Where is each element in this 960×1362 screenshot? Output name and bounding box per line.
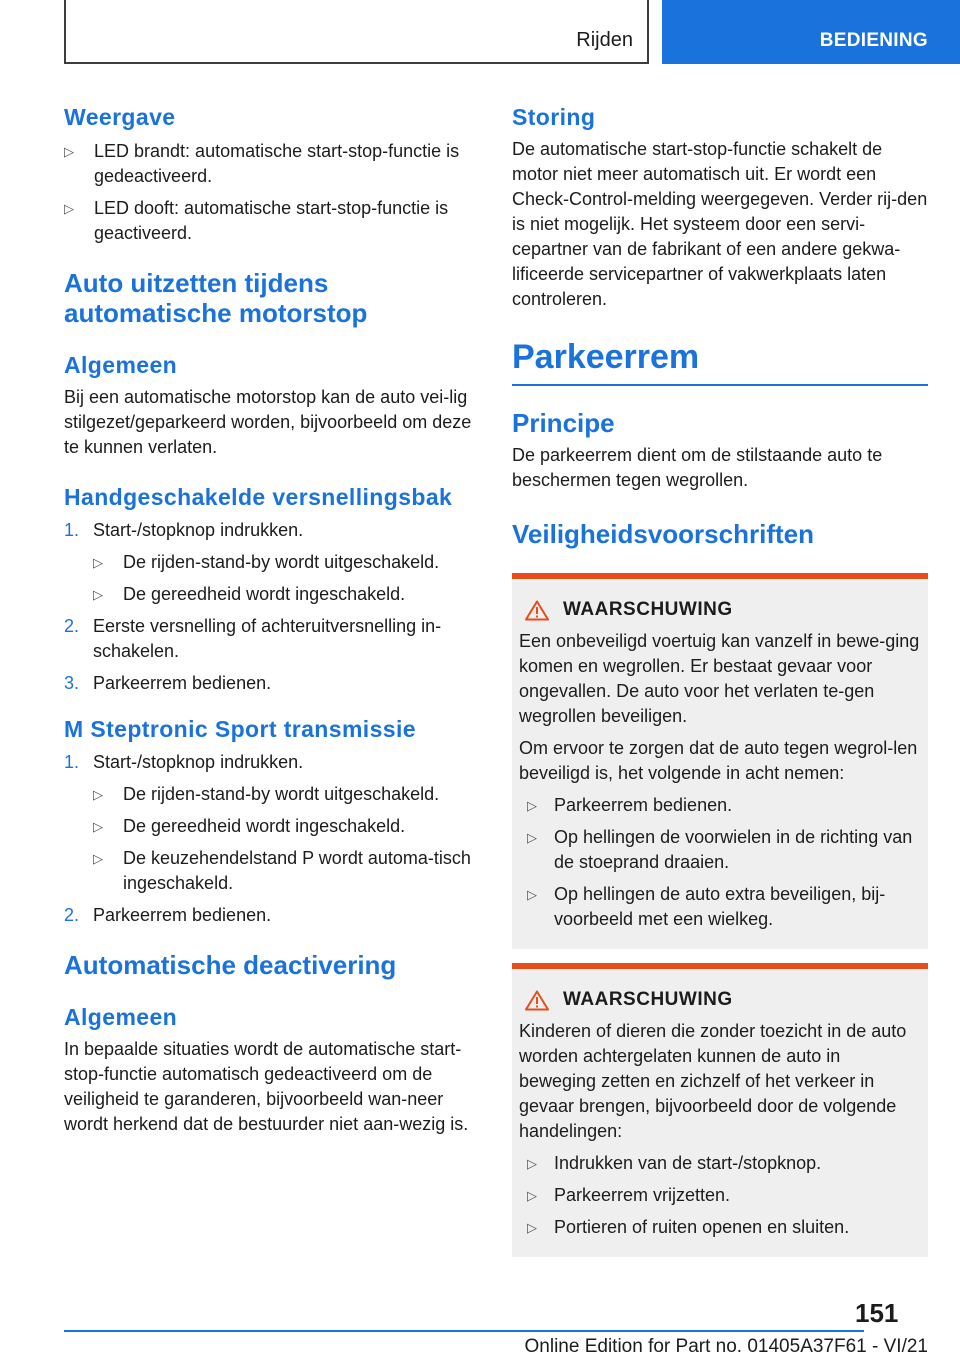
warning-header (525, 599, 920, 621)
heading-steptronic: M Steptronic Sport transmissie (64, 716, 416, 742)
list-item: ▷ Portieren of ruiten openen en sluiten. (519, 1215, 920, 1240)
triangle-bullet-icon: ▷ (527, 830, 537, 845)
triangle-bullet-icon: ▷ (93, 555, 103, 570)
triangle-bullet-icon: ▷ (527, 1188, 537, 1203)
triangle-bullet-icon: ▷ (64, 144, 74, 159)
list-item: ▷ Op hellingen de auto extra beveiligen, bij-voorbeeld met een wielkeg. (527, 884, 886, 929)
warning-text: Om ervoor te zorgen dat de auto tegen wegrol-len beveiligd is, het volgende in acht nemen: (519, 738, 918, 783)
list-item: ▷ Indrukken van de start-/stopknop. (519, 1151, 920, 1176)
triangle-bullet-icon: ▷ (93, 587, 103, 602)
warning-text: Een onbeveiligd voertuig kan vanzelf in bewe-ging komen en wegrollen. Er bestaat gevaar voor ongevallen. De auto voor het verlaten te-gen wegrollen beveiligen. (519, 631, 920, 726)
warning-header (525, 989, 920, 1011)
warning-triangle-icon (525, 600, 549, 621)
warning-text: Kinderen of dieren die zonder toezicht in de auto worden achtergelaten kunnen de auto in beweging zetten en zichzelf of het verkeer in gevaar brengen, bijvoorbeeld door de volgende handelingen: (519, 1021, 907, 1141)
warning-list (519, 793, 920, 932)
triangle-bullet-icon: ▷ (527, 798, 537, 813)
list-item: ▷ De gereedheid wordt ingeschakeld. (93, 814, 482, 839)
heading-algemeen-2: Algemeen (64, 1004, 178, 1030)
heading-storing: Storing (512, 104, 596, 130)
warning-label: WAARSCHUWING (563, 599, 733, 620)
principe-text: De parkeerrem dient om de stilstaande auto te beschermen tegen wegrollen. (512, 445, 883, 490)
warning-list (519, 1151, 920, 1240)
heading-algemeen-1: Algemeen (64, 352, 178, 378)
list-item: ▷ Op hellingen de voorwielen in de richting van de stoeprand draaien. (527, 827, 913, 872)
step-item: 1. Start-/stopknop indrukken. ▷ De rijden-stand-by wordt uitgeschakeld. ▷ De gereedheid wordt ingeschakeld. ▷ De keuzehendelstand P wordt automa-tisch ingeschakeld. (64, 750, 482, 896)
warning-triangle-icon (525, 990, 549, 1011)
weergave-list (64, 139, 482, 246)
algemeen-2-text: In bepaalde situaties wordt de automatische start-stop-functie automatisch gedeactiveerd om de veiligheid te garanderen, bijvoorbeeld wan-neer wordt herkend dat de bestuurder niet aan-wezig is. (64, 1039, 469, 1134)
left-column (64, 100, 482, 1137)
step-item: 2. Eerste versnelling of achteruitversnelling in-schakelen. (64, 616, 442, 661)
footer-edition: Online Edition for Part no. 01405A37F61 - VI/21 (524, 1336, 928, 1357)
right-column (512, 100, 928, 1257)
list-item: ▷ De rijden-stand-by wordt uitgeschakeld. (93, 782, 482, 807)
triangle-bullet-icon: ▷ (64, 201, 74, 216)
list-item: ▷ LED dooft: automatische start-stop-functie is geactiveerd. (64, 198, 449, 243)
triangle-bullet-icon: ▷ (527, 887, 537, 902)
warning-label: WAARSCHUWING (563, 989, 733, 1010)
triangle-bullet-icon: ▷ (93, 851, 103, 866)
list-item: ▷ LED brandt: automatische start-stop-functie is gedeactiveerd. (64, 141, 460, 186)
step-item: 2. Parkeerrem bedienen. (64, 905, 272, 925)
triangle-bullet-icon: ▷ (93, 819, 103, 834)
step-item: 3. Parkeerrem bedienen. (64, 673, 272, 693)
footer-divider (64, 1330, 864, 1332)
header-chapter-title: BEDIENING (819, 30, 928, 51)
list-item: ▷ Parkeerrem vrijzetten. (519, 1183, 920, 1208)
triangle-bullet-icon: ▷ (527, 1156, 537, 1171)
heading-principe: Principe (512, 408, 615, 438)
step-item: 1. Start-/stopknop indrukken. ▷ De rijden-stand-by wordt uitgeschakeld. ▷ De gereedheid wordt ingeschakeld. (64, 518, 482, 607)
algemeen-1-text: Bij een automatische motorstop kan de auto vei-lig stilgezet/geparkeerd worden, bijvoorbeeld om deze te kunnen verlaten. (64, 387, 472, 457)
page-number: 151 (855, 1298, 899, 1328)
header-section-box (64, 0, 649, 64)
handgeschakeld-steps (64, 518, 482, 696)
triangle-bullet-icon: ▷ (527, 1220, 537, 1235)
steptronic-steps (64, 750, 482, 928)
header-section-title: Rijden (576, 29, 633, 51)
warning-box-1 (512, 573, 928, 949)
triangle-bullet-icon: ▷ (93, 787, 103, 802)
heading-parkeerrem: Parkeerrem (512, 334, 928, 386)
list-item: ▷ De gereedheid wordt ingeschakeld. (93, 582, 482, 607)
heading-deactivering: Automatische deactivering (64, 950, 397, 980)
warning-box-2 (512, 963, 928, 1257)
heading-auto-uitzetten: Auto uitzetten tijdens automatische motorstop (64, 268, 368, 328)
storing-text: De automatische start-stop-functie schakelt de motor niet meer automatisch uit. Er wordt een Check-Control-melding weergegeven. Verder rij-den is niet mogelijk. Het systeem door een servi-cepartner van de fabrikant of een andere gekwa-lificeerde servicepartner of vakwerkplaats laten controleren. (512, 139, 928, 309)
list-item: ▷ De rijden-stand-by wordt uitgeschakeld. (93, 550, 482, 575)
heading-handgeschakeld: Handgeschakelde versnellingsbak (64, 484, 453, 510)
list-item: ▷ Parkeerrem bedienen. (519, 793, 920, 818)
list-item: ▷ De keuzehendelstand P wordt automa-tisch ingeschakeld. (93, 848, 471, 893)
heading-weergave: Weergave (64, 104, 176, 130)
heading-veiligheid: Veiligheidsvoorschriften (512, 519, 814, 549)
header-chapter-box (662, 0, 960, 64)
